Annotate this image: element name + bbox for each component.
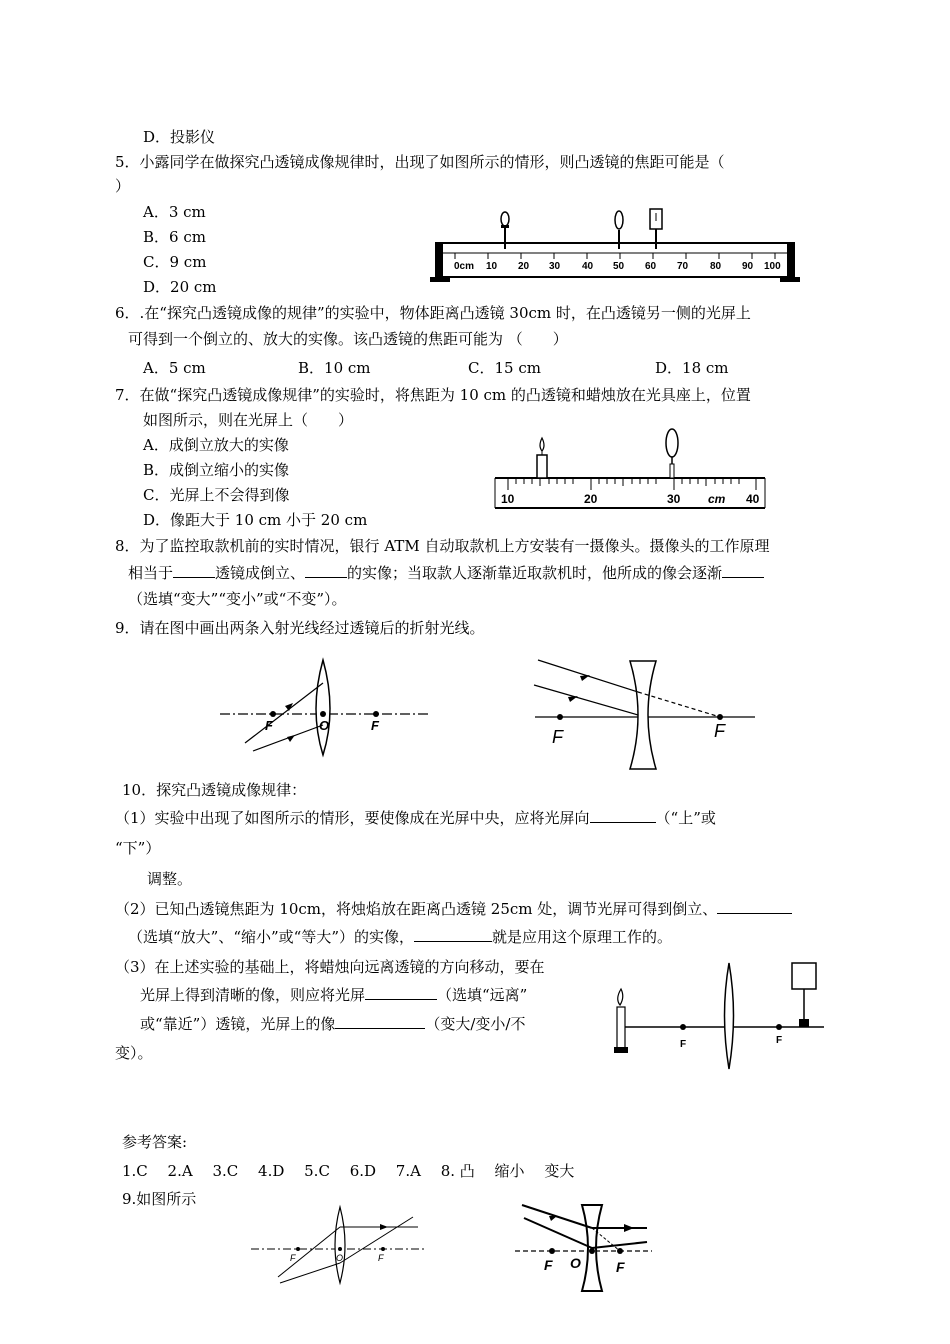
q7-ruler-label-cm: cm	[708, 492, 726, 506]
q10-part1-a: （1）实验中出现了如图所示的情形，要使像成在光屏中央，应将光屏向	[115, 809, 590, 827]
q9-right-f-label: F	[371, 718, 379, 733]
q10-part3-line3	[140, 1014, 525, 1034]
q5-ruler-label-60: 60	[645, 261, 657, 272]
q10-blank-1[interactable]	[590, 808, 656, 823]
q9-convex-lens-figure	[215, 655, 435, 760]
q5-ruler-label-20: 20	[518, 261, 530, 272]
q10-part3-f: 变）。	[115, 1044, 153, 1062]
q5-ruler-label-0: 0cm	[454, 261, 475, 272]
q8-blank-2[interactable]	[305, 563, 347, 578]
q7-ruler-label-30: 30	[667, 492, 681, 506]
q5-ruler-label-100: 100	[764, 261, 781, 272]
q8-line3: （选填“变大”“变小”或“不变”）。	[128, 590, 347, 608]
q8-blank-3[interactable]	[722, 563, 764, 578]
q7-option-b: B．成倒立缩小的实像	[143, 461, 290, 479]
answer-convex-lens-figure	[248, 1205, 428, 1285]
q8-line2-c: 的实像；当取款人逐渐靠近取款机时，他所成的像会逐渐	[347, 564, 723, 582]
q10-part2-line2	[128, 927, 672, 947]
q10-blank-2[interactable]	[717, 899, 792, 914]
q10-part1-d: 调整。	[147, 870, 193, 888]
q9-o-label: O	[319, 718, 330, 733]
q10-left-f-label: F	[680, 1039, 687, 1050]
q5-ruler-label-30: 30	[549, 261, 561, 272]
q7-stem-line1: 7．在做“探究凸透镜成像规律”的实验时，将焦距为 10 cm 的凸透镜和蜡烛放在光具座上，位置	[115, 386, 751, 404]
q9-left-f-label: F	[265, 718, 273, 733]
q10-part3-e: （变大/变小/不	[425, 1015, 526, 1033]
answer-convex-right-f-label: F	[378, 1253, 384, 1263]
q10-part2-line1	[115, 899, 792, 919]
q9-concave-left-f-label: F	[552, 727, 563, 747]
q10-part1-c: “下”）	[115, 839, 161, 857]
q10-part3-d: 或“靠近”）透镜，光屏上的像	[140, 1015, 336, 1033]
q5-stem-line2: ）	[115, 177, 131, 195]
q5-option-a: A．3 cm	[143, 203, 206, 221]
q10-part1-b: （“上”或	[655, 809, 716, 827]
q6-option-d: D．18 cm	[655, 359, 729, 377]
answer-concave-o-label: O	[570, 1255, 581, 1271]
q5-option-c: C．9 cm	[143, 253, 207, 271]
q10-part3-line2	[140, 985, 527, 1005]
q5-optical-bench-figure	[430, 205, 805, 290]
q8-line2-b: 透镜成倒立、	[215, 564, 306, 582]
q8-line1: 8．为了监控取款机前的实时情况，银行 ATM 自动取款机上方安装有一摄像头。摄像头的工作原理	[115, 537, 770, 555]
answers-q9: 9.如图所示	[122, 1190, 197, 1208]
q6-option-c: C．15 cm	[468, 359, 541, 377]
q10-right-f-label: F	[776, 1035, 783, 1046]
q6-stem-line2: 可得到一个倒立的、放大的实像。该凸透镜的焦距可能为 （ ）	[128, 330, 568, 348]
answers-title: 参考答案:	[122, 1133, 188, 1151]
q10-part3-b: 光屏上得到清晰的像，则应将光屏	[140, 986, 366, 1004]
answer-concave-lens-figure	[512, 1200, 657, 1295]
answer-convex-o-label: O	[336, 1253, 344, 1263]
q9-concave-right-f-label: F	[714, 721, 725, 741]
q6-stem-line1: 6．.在“探究凸透镜成像的规律”的实验中，物体距离凸透镜 30cm 时，在凸透镜另一侧的光屏上	[115, 304, 751, 322]
q10-part1-line1	[115, 808, 716, 828]
q7-option-a: A．成倒立放大的实像	[143, 436, 289, 454]
q10-part2-c: 就是应用这个原理工作的。	[492, 928, 673, 946]
q7-ruler-label-10: 10	[501, 492, 515, 506]
q10-blank-3[interactable]	[414, 927, 492, 942]
q8-line2-a: 相当于	[128, 564, 174, 582]
q5-option-b: B．6 cm	[143, 228, 206, 246]
q9-concave-lens-figure	[530, 655, 760, 773]
q10-blank-4[interactable]	[365, 985, 437, 1000]
q6-option-a: A．5 cm	[143, 359, 206, 377]
q6-option-b: B．10 cm	[298, 359, 371, 377]
q9-stem: 9．请在图中画出两条入射光线经过透镜后的折射光线。	[115, 619, 485, 637]
answer-convex-left-f-label: F	[290, 1253, 296, 1263]
q10-optical-bench-figure	[612, 955, 827, 1073]
q5-option-d: D．20 cm	[143, 278, 217, 296]
answers-line: 1.C 2.A 3.C 4.D 5.C 6.D 7.A 8. 凸 缩小 变大	[122, 1162, 575, 1180]
q7-optical-bench-figure	[490, 428, 775, 510]
q8-blank-1[interactable]	[173, 563, 215, 578]
q5-ruler-label-50: 50	[613, 261, 625, 272]
q10-part2-a: （2）已知凸透镜焦距为 10cm，将烛焰放在距离凸透镜 25cm 处，调节光屏可得到倒立、	[115, 900, 718, 918]
q7-ruler-label-40: 40	[746, 492, 760, 506]
q5-ruler-label-90: 90	[742, 261, 754, 272]
q7-ruler-label-20: 20	[584, 492, 598, 506]
q5-ruler-label-10: 10	[486, 261, 498, 272]
answer-concave-left-f-label: F	[544, 1257, 553, 1273]
q7-option-d: D．像距大于 10 cm 小于 20 cm	[143, 511, 368, 529]
q8-line2	[128, 563, 764, 583]
q10-part3-a: （3）在上述实验的基础上，将蜡烛向远离透镜的方向移动，要在	[115, 958, 545, 976]
q5-stem-line1: 5．小露同学在做探究凸透镜成像规律时，出现了如图所示的情形，则凸透镜的焦距可能是（	[115, 153, 725, 171]
q4-option-d: D．投影仪	[143, 128, 216, 146]
q7-option-c: C．光屏上不会得到像	[143, 486, 290, 504]
q10-blank-5[interactable]	[335, 1014, 425, 1029]
q5-ruler-label-70: 70	[677, 261, 689, 272]
q5-ruler-label-40: 40	[582, 261, 594, 272]
q10-stem: 10．探究凸透镜成像规律：	[122, 781, 307, 799]
q7-stem-line2: 如图所示，则在光屏上（ ）	[143, 411, 354, 429]
q5-ruler-label-80: 80	[710, 261, 722, 272]
answer-concave-right-f-label: F	[616, 1259, 625, 1275]
q10-part2-b: （选填“放大”、“缩小”或“等大”）的实像，	[128, 928, 415, 946]
q10-part3-c: （选填“远离”	[437, 986, 528, 1004]
